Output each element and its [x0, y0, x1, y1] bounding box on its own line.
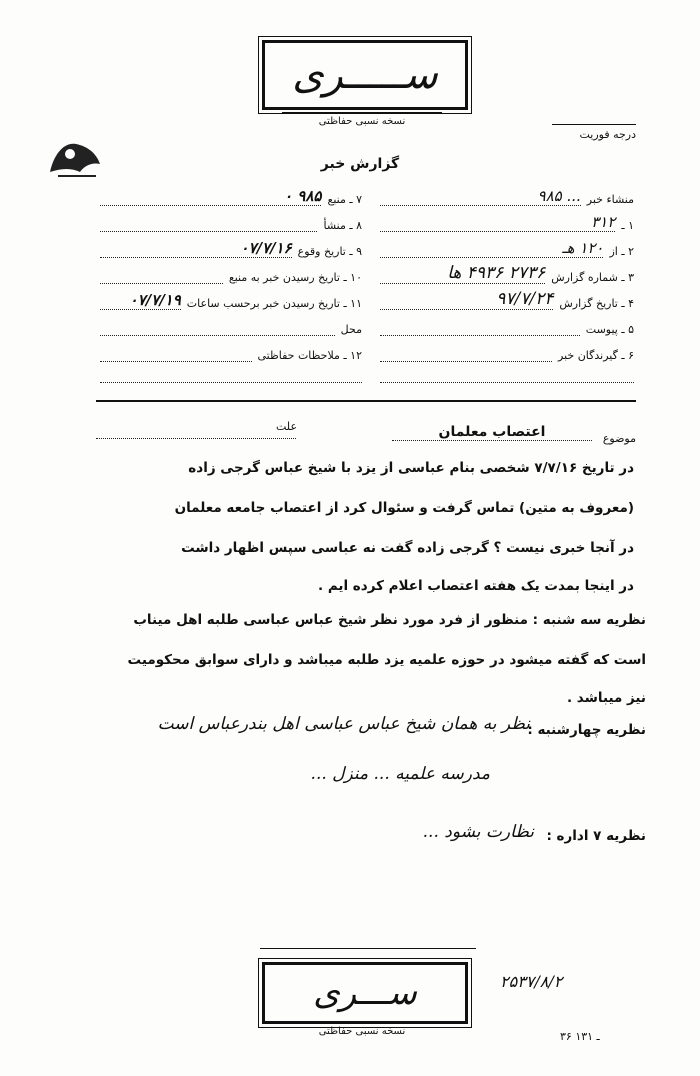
footer-code: ۳۶ ـ ۱۳۱ [560, 1030, 600, 1043]
subject-label: موضوع [602, 432, 636, 445]
right-field-row [380, 336, 634, 362]
left-field-row [100, 232, 362, 258]
left-field-row [100, 310, 362, 336]
field-label: ۵ ـ پیوست [585, 323, 634, 336]
body-line: (معروف به متین) تماس گرفت و سئوال کرد از اعتصاب جامعه معلمان [174, 500, 634, 516]
right-field-row [380, 284, 634, 310]
field-label: ۷ ـ منبع [327, 193, 362, 206]
field-label: ۶ ـ گیرندگان خبر [558, 349, 634, 362]
comment-tuesday-cont: است که گفته میشود در حوزه علمیه یزد طلبه میباشد و دارای سوابق محکومیت [127, 652, 646, 668]
right-fields [380, 180, 634, 383]
bottom-stamp-text: ســـری [313, 973, 417, 1013]
top-stamp-text: ســـــری [292, 52, 438, 98]
bottom-stamp-topline [260, 948, 476, 949]
field-label: ۱۲ ـ ملاحظات حفاظتی [257, 349, 362, 362]
field-value: ۹۷/۷/۲۴ [380, 289, 553, 310]
comment-wednesday-label: نظریه چهارشنبه : [527, 722, 646, 738]
subject-value: اعتصاب معلمان [392, 424, 592, 441]
field-value [380, 361, 552, 362]
bottom-stamp-caption: نسخه نسبی حفاظتی [318, 1026, 406, 1037]
comment-wednesday-handwriting: نظر به همان شیخ عباس عباسی اهل بندرعباس است [157, 714, 530, 734]
field-label: محل [340, 323, 362, 336]
right-field-row [380, 258, 634, 284]
field-value: ۱۲۰ هـ [380, 239, 603, 258]
left-field-row [100, 206, 362, 232]
report-title: گزارش خبر [320, 156, 400, 172]
left-field-row [100, 336, 362, 362]
field-label: منشاء خبر [586, 193, 634, 206]
body-line: در تاریخ ۷/۷/۱۶ شخصی بنام عباسی از یزد با شیخ عباس گرجی زاده [188, 460, 634, 476]
top-secret-stamp [262, 40, 468, 110]
comment-office-label: نظریه ۷ اداره : [546, 828, 646, 844]
top-stamp-caption: نسخه نسبی حفاظتی [318, 116, 406, 127]
field-value: ۲۷۳۶ ۴۹۳۶ ها [380, 263, 545, 284]
blank-line [380, 362, 634, 383]
field-label: ۳ ـ شماره گزارش [551, 271, 634, 284]
field-value: ۰۷/۷/۱۹ [100, 291, 181, 310]
field-label: ۱۰ ـ تاریخ رسیدن خبر به منبع [228, 271, 362, 284]
comment-tuesday: نظریه سه شنبه : منظور از فرد مورد نظر شیخ عباس عباسی طلبه اهل میناب [133, 612, 646, 628]
bottom-secret-stamp [262, 962, 468, 1024]
right-field-row [380, 232, 634, 258]
body-line: در اینجا بمدت یک هفته اعتصاب اعلام کرده ایم . [317, 578, 634, 594]
field-label: ۴ ـ تاریخ گزارش [559, 297, 634, 310]
field-value: ۳۱۲ [380, 213, 615, 232]
comment-tuesday-end: نیز میباشد . [566, 690, 646, 706]
subject-row [96, 420, 636, 446]
field-value [380, 335, 580, 336]
comment-office-handwriting: نظارت بشود ... [422, 822, 534, 842]
right-field-row [380, 206, 634, 232]
subject-ref: علت [276, 420, 298, 433]
field-label: ۹ ـ تاریخ وقوع [297, 245, 362, 258]
field-value [100, 231, 317, 232]
field-value [100, 283, 223, 284]
left-field-row [100, 180, 362, 206]
right-field-row [380, 180, 634, 206]
field-value: ... ۹۸۵ [380, 187, 581, 206]
stamp-underline [282, 112, 442, 113]
priority-label: درجه فوریت [579, 128, 636, 141]
field-label: ۲ ـ از [609, 245, 634, 258]
field-label: ۱ ـ [621, 219, 634, 232]
right-field-row [380, 310, 634, 336]
field-label: ۱۱ ـ تاریخ رسیدن خبر برحسب ساعات [186, 297, 362, 310]
field-value: ۹۸۵ ۰ [100, 187, 321, 206]
priority-rule [552, 124, 636, 125]
left-field-row [100, 258, 362, 284]
left-field-row [100, 284, 362, 310]
blank-line [100, 362, 362, 383]
subject-ref-line [96, 438, 296, 439]
body-line: در آنجا خبری نیست ؟ گرجی زاده گفت نه عباسی سپس اظهار داشت [181, 540, 634, 556]
field-label: ۸ ـ منشأ [323, 219, 362, 232]
footer-number: ۲۵۳۷/۸/۲ [500, 972, 563, 991]
field-value: ۰۷/۷/۱۶ [100, 239, 292, 258]
field-value [100, 361, 252, 362]
section-divider [96, 400, 636, 402]
field-value [100, 335, 335, 336]
left-fields [100, 180, 362, 383]
comment-wednesday-handwriting-2: مدرسه علمیه ... منزل ... [310, 764, 490, 784]
